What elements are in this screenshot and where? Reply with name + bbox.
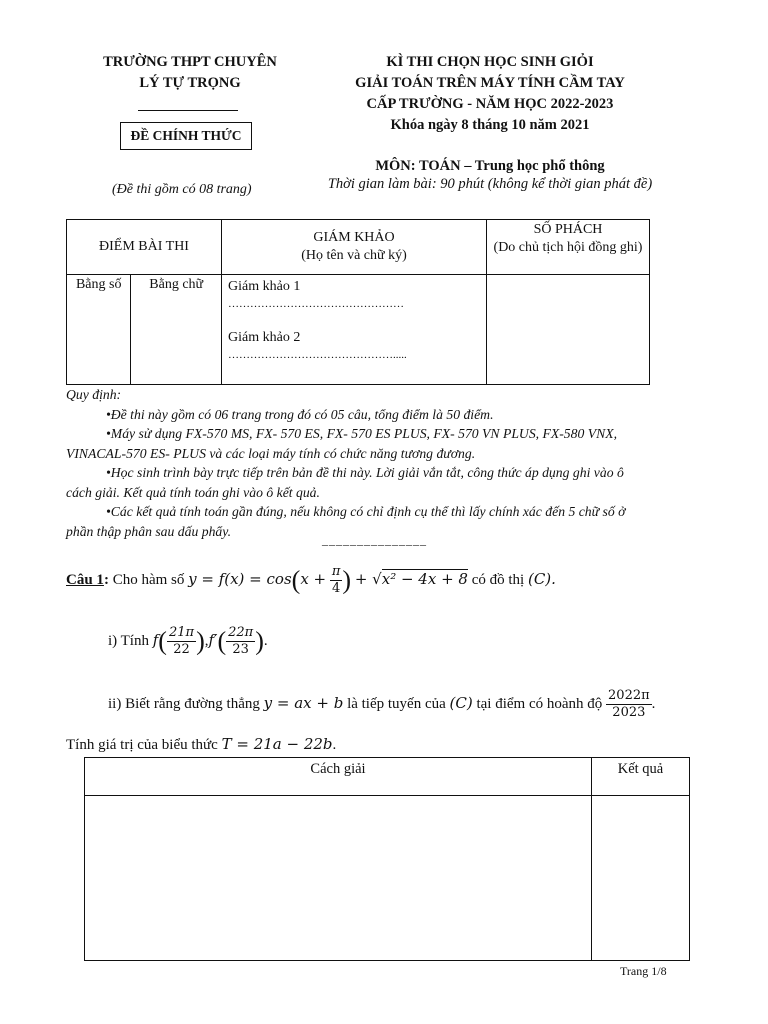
serial-number-cell[interactable]	[487, 275, 650, 385]
method-header-cell	[85, 758, 592, 796]
page-number: Trang 1/8	[620, 964, 667, 978]
examiner-2-dots: ……………………………………….....	[228, 349, 407, 361]
exam-date: Khóa ngày 8 tháng 10 năm 2021	[390, 117, 590, 133]
solution-table	[84, 757, 690, 961]
result-answer-cell[interactable]	[592, 796, 690, 961]
graph-text: có đồ thị	[471, 571, 525, 588]
score-words-cell[interactable]	[131, 275, 222, 385]
question-1-compute: Tính giá trị của biểu thức T = 21a − 22b.	[66, 735, 337, 753]
rule-item: cách giải. Kết quả tính toán ghi vào ô kết quả.	[66, 484, 320, 500]
rules-title: Quy định:	[66, 387, 122, 402]
question-1-part-i: i) Tính f( $\frac{21\pi}{22}$ ),f′( $\frac{22\pi}{23}$ ).	[108, 625, 268, 657]
question-label: Câu 1	[66, 571, 104, 588]
tangent-text: là tiếp tuyến của	[347, 695, 446, 712]
score-numeric-cell[interactable]	[67, 275, 131, 385]
rule-item: VINACAL-570 ES- PLUS và các loại máy tính có chức năng tương đương.	[66, 445, 476, 461]
T-expression: T = 21a − 22b	[221, 735, 333, 753]
fraction-21pi-22: $\frac{21\pi}{22}$	[168, 625, 195, 657]
rule-item: •Máy sử dụng FX-570 MS, FX- 570 ES, FX- 570 ES PLUS, FX- 570 VN PLUS, FX-580 VNX,	[106, 426, 618, 441]
subject-block	[320, 157, 660, 193]
line-equation: y = ax + b	[263, 693, 344, 712]
compute-text: Tính giá trị của biểu thức	[66, 737, 218, 753]
examiner-subheader: (Họ tên và chữ ký)	[301, 248, 407, 263]
exam-line-1: KÌ THI CHỌN HỌC SINH GIỎI	[386, 54, 594, 70]
official-label: ĐỀ CHÍNH THỨC	[130, 128, 242, 143]
exam-rules	[66, 385, 706, 541]
serial-subheader: (Do chủ tịch hội đồng ghi)	[493, 240, 643, 255]
exam-line-2: GIẢI TOÁN TRÊN MÁY TÍNH CẦM TAY	[355, 75, 625, 91]
graph-name: (C).	[527, 569, 556, 588]
pi-over-four: $\frac{\pi}{4}$	[331, 564, 341, 596]
separator-line: _______________	[322, 533, 427, 547]
examiner-2-label: Giám khảo 2	[228, 330, 301, 345]
result-header: Kết quả	[617, 761, 664, 777]
function-lhs: y = f(x) = cos	[188, 569, 292, 588]
rule-item: phần thập phân sau dấu phẩy.	[66, 523, 232, 539]
part-i-label: i) Tính	[108, 632, 149, 649]
fraction-22pi-23: $\frac{22\pi}{23}$	[228, 625, 254, 657]
school-line-2: LÝ TỰ TRỌNG	[139, 75, 241, 91]
time-note: Thời gian làm bài: 90 phút (không kể thời gian phát đề)	[327, 176, 653, 192]
serial-header: SỐ PHÁCH	[533, 222, 603, 237]
examiner-header-cell	[222, 220, 487, 275]
rule-item: •Đề thi này gồm có 06 trang trong đó có 05 câu, tổng điểm là 50 điểm.	[106, 406, 494, 422]
score-numeric-label: Bằng số	[75, 277, 122, 292]
examiner-1-label: Giám khảo 1	[228, 279, 301, 294]
score-words-label: Bằng chữ	[149, 277, 204, 292]
pages-note: (Đề thi gồm có 08 trang)	[112, 182, 252, 197]
question-intro: Cho hàm số	[112, 571, 185, 588]
score-header: ĐIỂM BÀI THI	[99, 239, 189, 254]
result-header-cell	[592, 758, 690, 796]
school-line-1: TRƯỜNG THPT CHUYÊN	[103, 54, 277, 70]
examiner-1-dots: …………………………………………	[228, 298, 404, 310]
examiner-signature-cell[interactable]	[222, 275, 487, 385]
curve-name: (C)	[449, 693, 473, 712]
function-inner: x +	[300, 569, 327, 588]
official-exam-box	[120, 122, 252, 150]
exam-title	[320, 52, 660, 136]
examiner-header: GIÁM KHẢO	[313, 230, 395, 245]
score-header-cell	[67, 220, 222, 275]
exam-line-3: CẤP TRƯỜNG - NĂM HỌC 2022-2023	[366, 96, 614, 112]
school-underline	[138, 110, 238, 111]
rule-item: •Các kết quả tính toán gần đúng, nếu không có chỉ định cụ thể thì lấy chính xác đến 5 chữ số ở	[106, 504, 626, 519]
fraction-2022pi-2023: $\frac{2022\pi}{2023}$	[608, 688, 650, 720]
serial-header-cell	[487, 220, 650, 275]
school-name	[80, 52, 300, 94]
part-ii-text: ii) Biết rằng đường thẳng	[108, 695, 260, 712]
method-answer-cell[interactable]	[85, 796, 592, 961]
method-header: Cách giải	[310, 761, 366, 777]
score-table	[66, 219, 650, 385]
question-1-part-ii: ii) Biết rằng đường thẳng y = ax + b là tiếp tuyến của (C) tại điểm có hoành độ $\frac{2022\pi}{2023}$ .	[108, 688, 656, 720]
subject-title: MÔN: TOÁN – Trung học phổ thông	[375, 158, 605, 174]
sqrt-expression: x² − 4x + 8	[381, 569, 468, 588]
rule-item: •Học sinh trình bày trực tiếp trên bản đề thi này. Lời giải vắn tắt, công thức áp dụng ghi vào ô	[106, 465, 624, 480]
point-text: tại điểm có hoành độ	[476, 695, 603, 712]
question-1-statement: Câu 1: Cho hàm số y = f(x) = cos(x + $\frac{\pi}{4}$ ) + √x² − 4x + 8 có đồ thị (C).	[66, 564, 556, 596]
